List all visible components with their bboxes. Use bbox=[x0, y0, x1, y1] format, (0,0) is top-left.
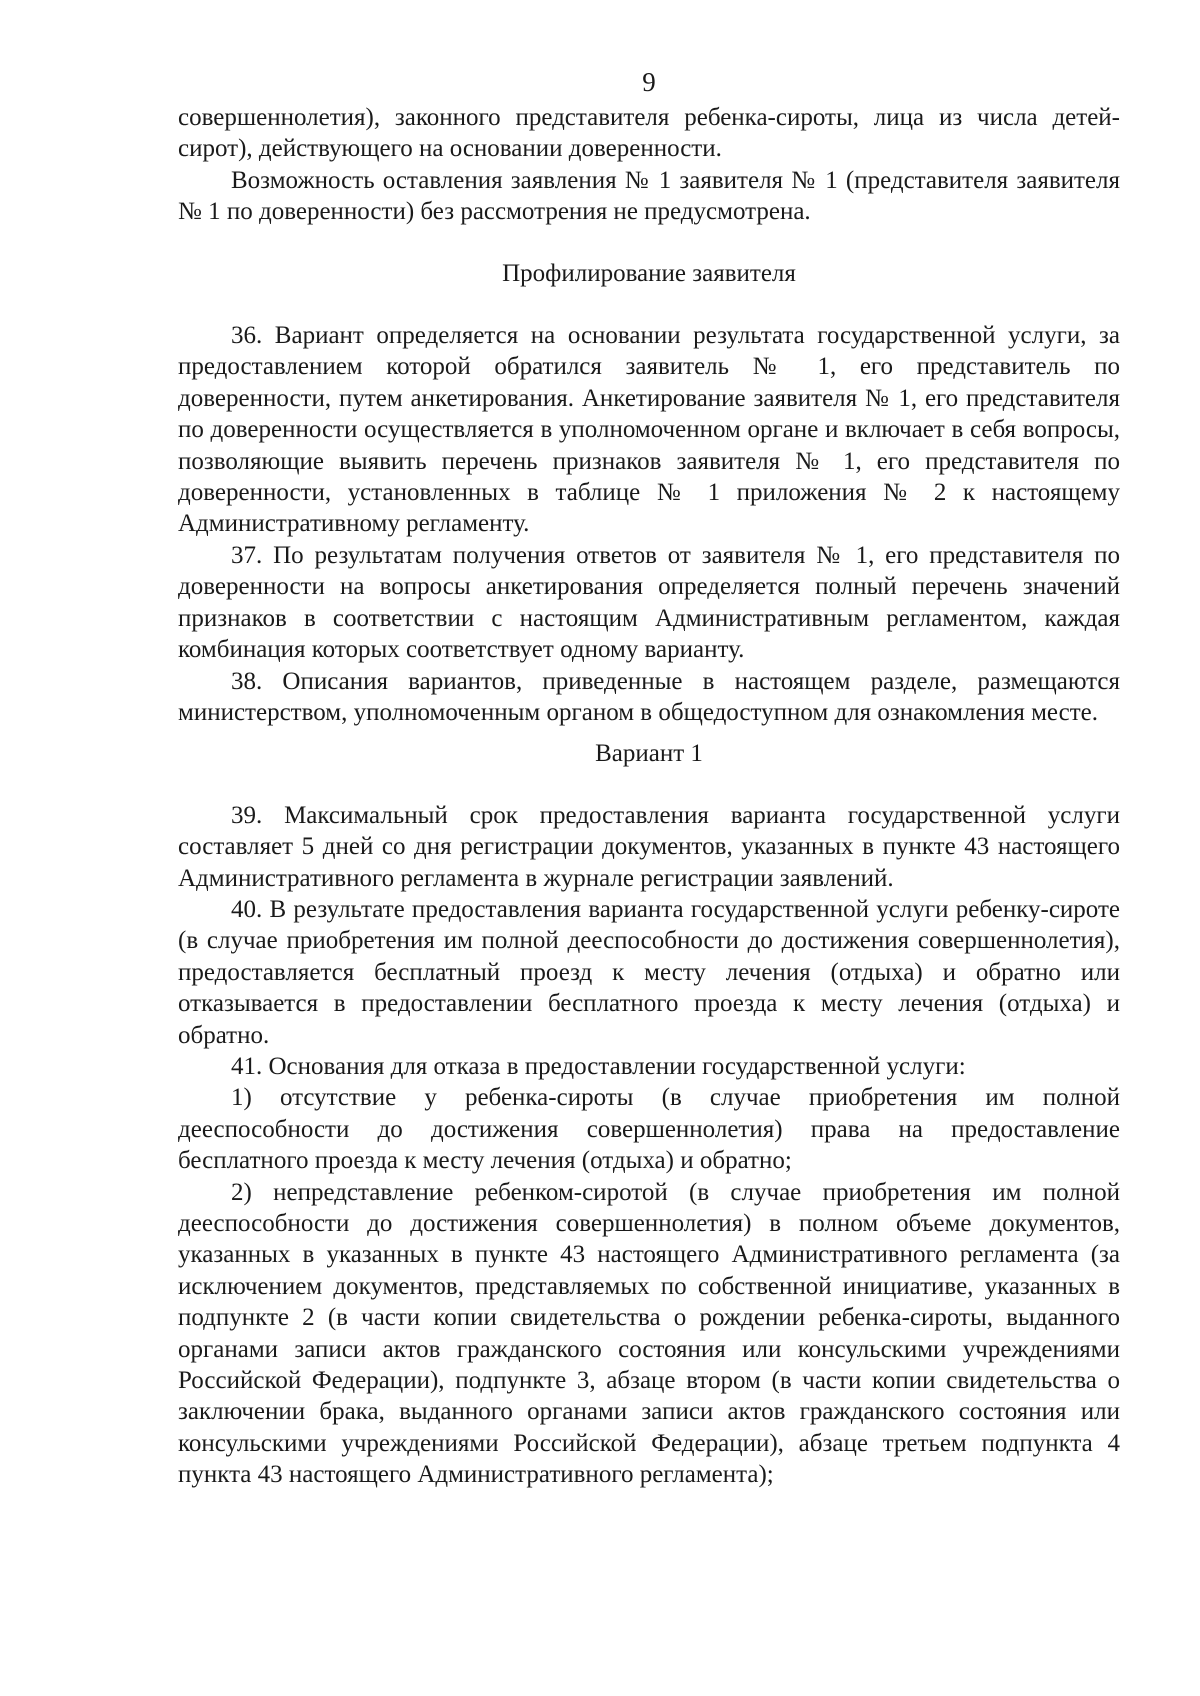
list-item-1: 1) отсутствие у ребенка-сироты (в случае приобретения им полной дееспособности до достижения совершеннолетия) права на предоставление бесплатного проезда к месту лечения (отдыха) и обратно; bbox=[178, 1084, 1120, 1175]
page-number: 9 bbox=[642, 67, 656, 97]
paragraph-no-review: Возможность оставления заявления № 1 заявителя № 1 (представителя заявителя № 1 по доверенности) без рассмотрения не предусмотрена. bbox=[178, 166, 1120, 226]
section-heading-profiling: Профилирование заявителя bbox=[502, 259, 796, 287]
paragraph-40: 40. В результате предоставления варианта государственной услуги ребенку-сироте (в случае приобретения им полной дееспособности до достижения совершеннолетия), предоставляется бесплатный проезд к месту лечения (отдыха) и обратно или отказывается в предоставлении бесплатного проезда к месту лечения (отдыха) и обратно. bbox=[178, 895, 1120, 1049]
paragraph-continuation: совершеннолетия), законного представителя ребенка-сироты, лица из числа детей-сирот), действующего на основании доверенности. bbox=[178, 104, 1120, 163]
paragraph-38: 38. Описания вариантов, приведенные в настоящем разделе, размещаются министерством, уполномоченным органом в общедоступном для ознакомления месте. bbox=[178, 667, 1120, 726]
document-body bbox=[178, 64, 1120, 1491]
paragraph-39: 39. Максимальный срок предоставления варианта государственной услуги составляет 5 дней со дня регистрации документов, указанных в пункте 43 настоящего Административного регламента в журнале регистрации заявлений. bbox=[178, 801, 1120, 892]
paragraph-37: 37. По результатам получения ответов от заявителя № 1, его представителя по доверенности на вопросы анкетирования определяется полный перечень значений признаков в соответствии с настоящим Административным регламентом, каждая комбинация которых соответствует одному варианту. bbox=[178, 541, 1120, 664]
paragraph-41: 41. Основания для отказа в предоставлении государственной услуги: bbox=[231, 1052, 966, 1080]
list-item-2: 2) непредставление ребенком-сиротой (в случае приобретения им полной дееспособности до достижения совершеннолетия) в полном объеме документов, указанных в указанных в пункте 43 настоящего Административного регламента (за исключением документов, представляемых по собственной инициативе, указанных в подпункте 2 (в части копии свидетельства о рождении ребенка-сироты, выданного органами записи актов гражданского состояния или консульскими учреждениями Российской Федерации), подпункте 3, абзаце втором (в части копии свидетельства о заключении брака, выданного органами записи актов гражданского состояния или консульскими учреждениями Российской Федерации), абзаце третьем подпункта 4 пункта 43 настоящего Административного регламента); bbox=[178, 1178, 1120, 1489]
section-heading-variant-1: Вариант 1 bbox=[595, 740, 703, 768]
paragraph-36: 36. Вариант определяется на основании результата государственной услуги, за предоставлением которой обратился заявитель № 1, его представитель по доверенности, путем анкетирования. Анкетирование заявителя № 1, его представителя по доверенности осуществляется в уполномоченном органе и включает в себя вопросы, позволяющие выявить перечень признаков заявителя № 1, его представителя по доверенности, установленных в таблице № 1 приложения № 2 к настоящему Административному регламенту. bbox=[178, 322, 1120, 538]
